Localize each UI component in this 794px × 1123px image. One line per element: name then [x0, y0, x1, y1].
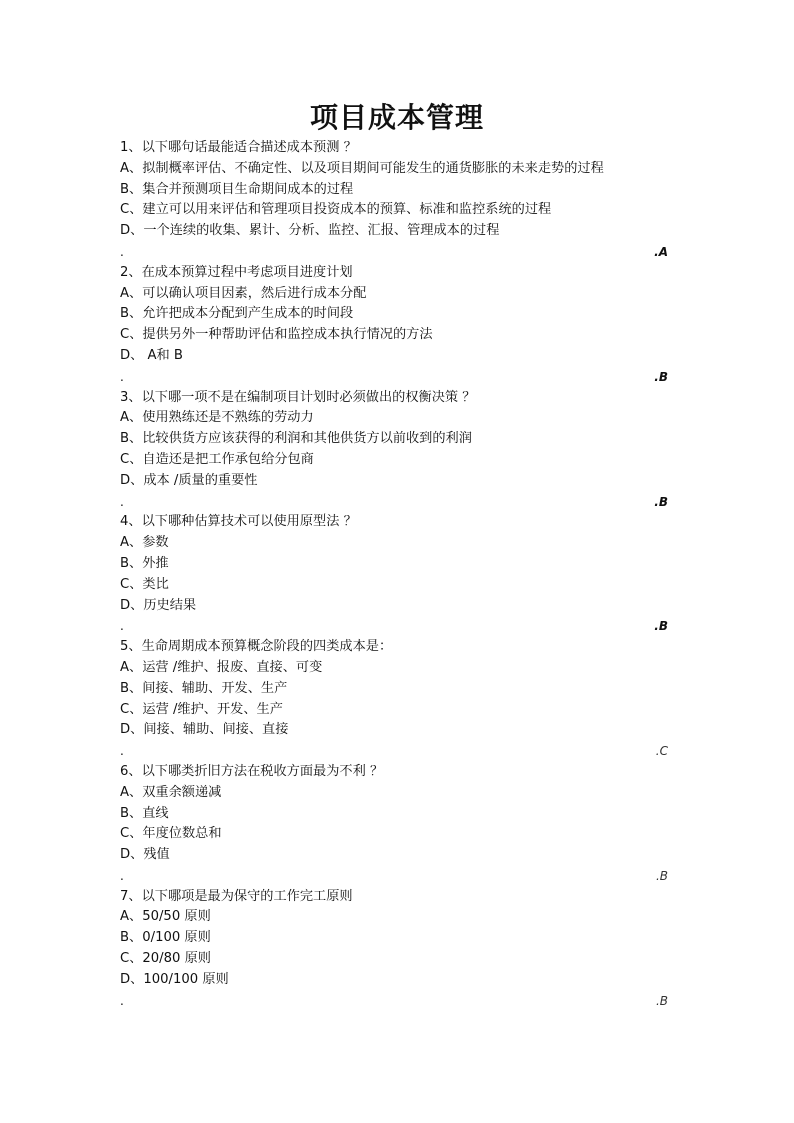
- answer-dot: .: [120, 993, 124, 1008]
- option-a: A、使用熟练还是不熟练的劳动力: [120, 410, 314, 426]
- option-d: D、一个连续的收集、累计、分析、监控、汇报、管理成本的过程: [120, 223, 500, 239]
- option-c: C、自造还是把工作承包给分包商: [120, 451, 314, 467]
- answer-dot: .: [120, 369, 124, 384]
- answer-row: [120, 242, 670, 263]
- answer-key: .C: [655, 744, 668, 759]
- option-b: B、允许把成本分配到产生成本的时间段: [120, 306, 354, 322]
- answer-key: .B: [654, 494, 668, 509]
- option-a: A、运营 /维护、报废、直接、可变: [120, 659, 323, 675]
- option-a: A、参数: [120, 535, 169, 551]
- option-a: A、可以确认项目因素，然后进行成本分配: [120, 285, 367, 301]
- option-c: C、建立可以用来评估和管理项目投资成本的预算、标准和监控系统的过程: [120, 202, 552, 218]
- answer-row: [120, 866, 670, 887]
- question-stem: 5、生命周期成本预算概念阶段的四类成本是：: [120, 639, 393, 655]
- option-c: C、类比: [120, 576, 169, 592]
- question-block: [120, 138, 670, 263]
- answer-row: [120, 367, 670, 388]
- option-c: C、运营 /维护、开发、生产: [120, 701, 283, 717]
- option-c: C、20/80 原则: [120, 951, 211, 967]
- option-c: C、提供另外一种帮助评估和监控成本执行情况的方法: [120, 327, 433, 343]
- option-d: D、间接、辅助、间接、直接: [120, 722, 289, 738]
- option-a: A、拟制概率评估、不确定性、以及项目期间可能发生的通货膨胀的未来走势的过程: [120, 160, 604, 176]
- option-b: B、集合并预测项目生命期间成本的过程: [120, 181, 354, 197]
- option-d: D、100/100 原则: [120, 971, 229, 987]
- answer-key: .B: [654, 369, 668, 384]
- option-d: D、成本 /质量的重要性: [120, 472, 258, 488]
- question-block: [120, 263, 670, 388]
- question-block: [120, 762, 670, 887]
- option-a: A、双重余额递减: [120, 784, 222, 800]
- answer-dot: .: [120, 744, 124, 759]
- question-stem: 2、在成本预算过程中考虑项目进度计划: [120, 264, 353, 280]
- question-stem: 4、以下哪种估算技术可以使用原型法 ？: [120, 514, 357, 530]
- option-b: B、比较供货方应该获得的利润和其他供货方以前收到的利润: [120, 431, 472, 447]
- answer-row: [120, 991, 670, 1012]
- answer-dot: .: [120, 868, 124, 883]
- answer-dot: .: [120, 494, 124, 509]
- option-b: B、直线: [120, 805, 169, 821]
- option-b: B、外推: [120, 555, 169, 571]
- option-a: A、50/50 原则: [120, 909, 211, 925]
- answer-dot: .: [120, 244, 124, 259]
- answer-key: .A: [654, 244, 668, 259]
- answer-row: [120, 741, 670, 762]
- option-d: D、历史结果: [120, 597, 197, 613]
- answer-row: [120, 616, 670, 637]
- option-c: C、年度位数总和: [120, 826, 222, 842]
- question-block: [120, 887, 670, 1012]
- answer-key: .B: [655, 993, 668, 1008]
- answer-row: [120, 492, 670, 513]
- question-block: [120, 512, 670, 637]
- question-stem: 3、以下哪一项不是在编制项目计划时必须做出的权衡决策 ？: [120, 389, 476, 405]
- page-title: 项目成本管理: [309, 101, 484, 134]
- option-b: B、间接、辅助、开发、生产: [120, 680, 288, 696]
- question-list: [120, 138, 670, 1011]
- question-stem: 7、以下哪项是最为保守的工作完工原则: [120, 888, 353, 904]
- question-stem: 1、以下哪句话最能适合描述成本预测 ？: [120, 140, 357, 155]
- option-b: B、0/100 原则: [120, 930, 211, 946]
- option-d: D、残值: [120, 847, 170, 863]
- question-stem: 6、以下哪类折旧方法在税收方面最为不利 ？: [120, 763, 384, 779]
- answer-dot: .: [120, 619, 124, 634]
- question-block: [120, 388, 670, 513]
- answer-key: .B: [654, 619, 668, 634]
- question-block: [120, 637, 670, 762]
- answer-key: .B: [655, 868, 668, 883]
- option-d: D、 A和 B: [120, 347, 183, 363]
